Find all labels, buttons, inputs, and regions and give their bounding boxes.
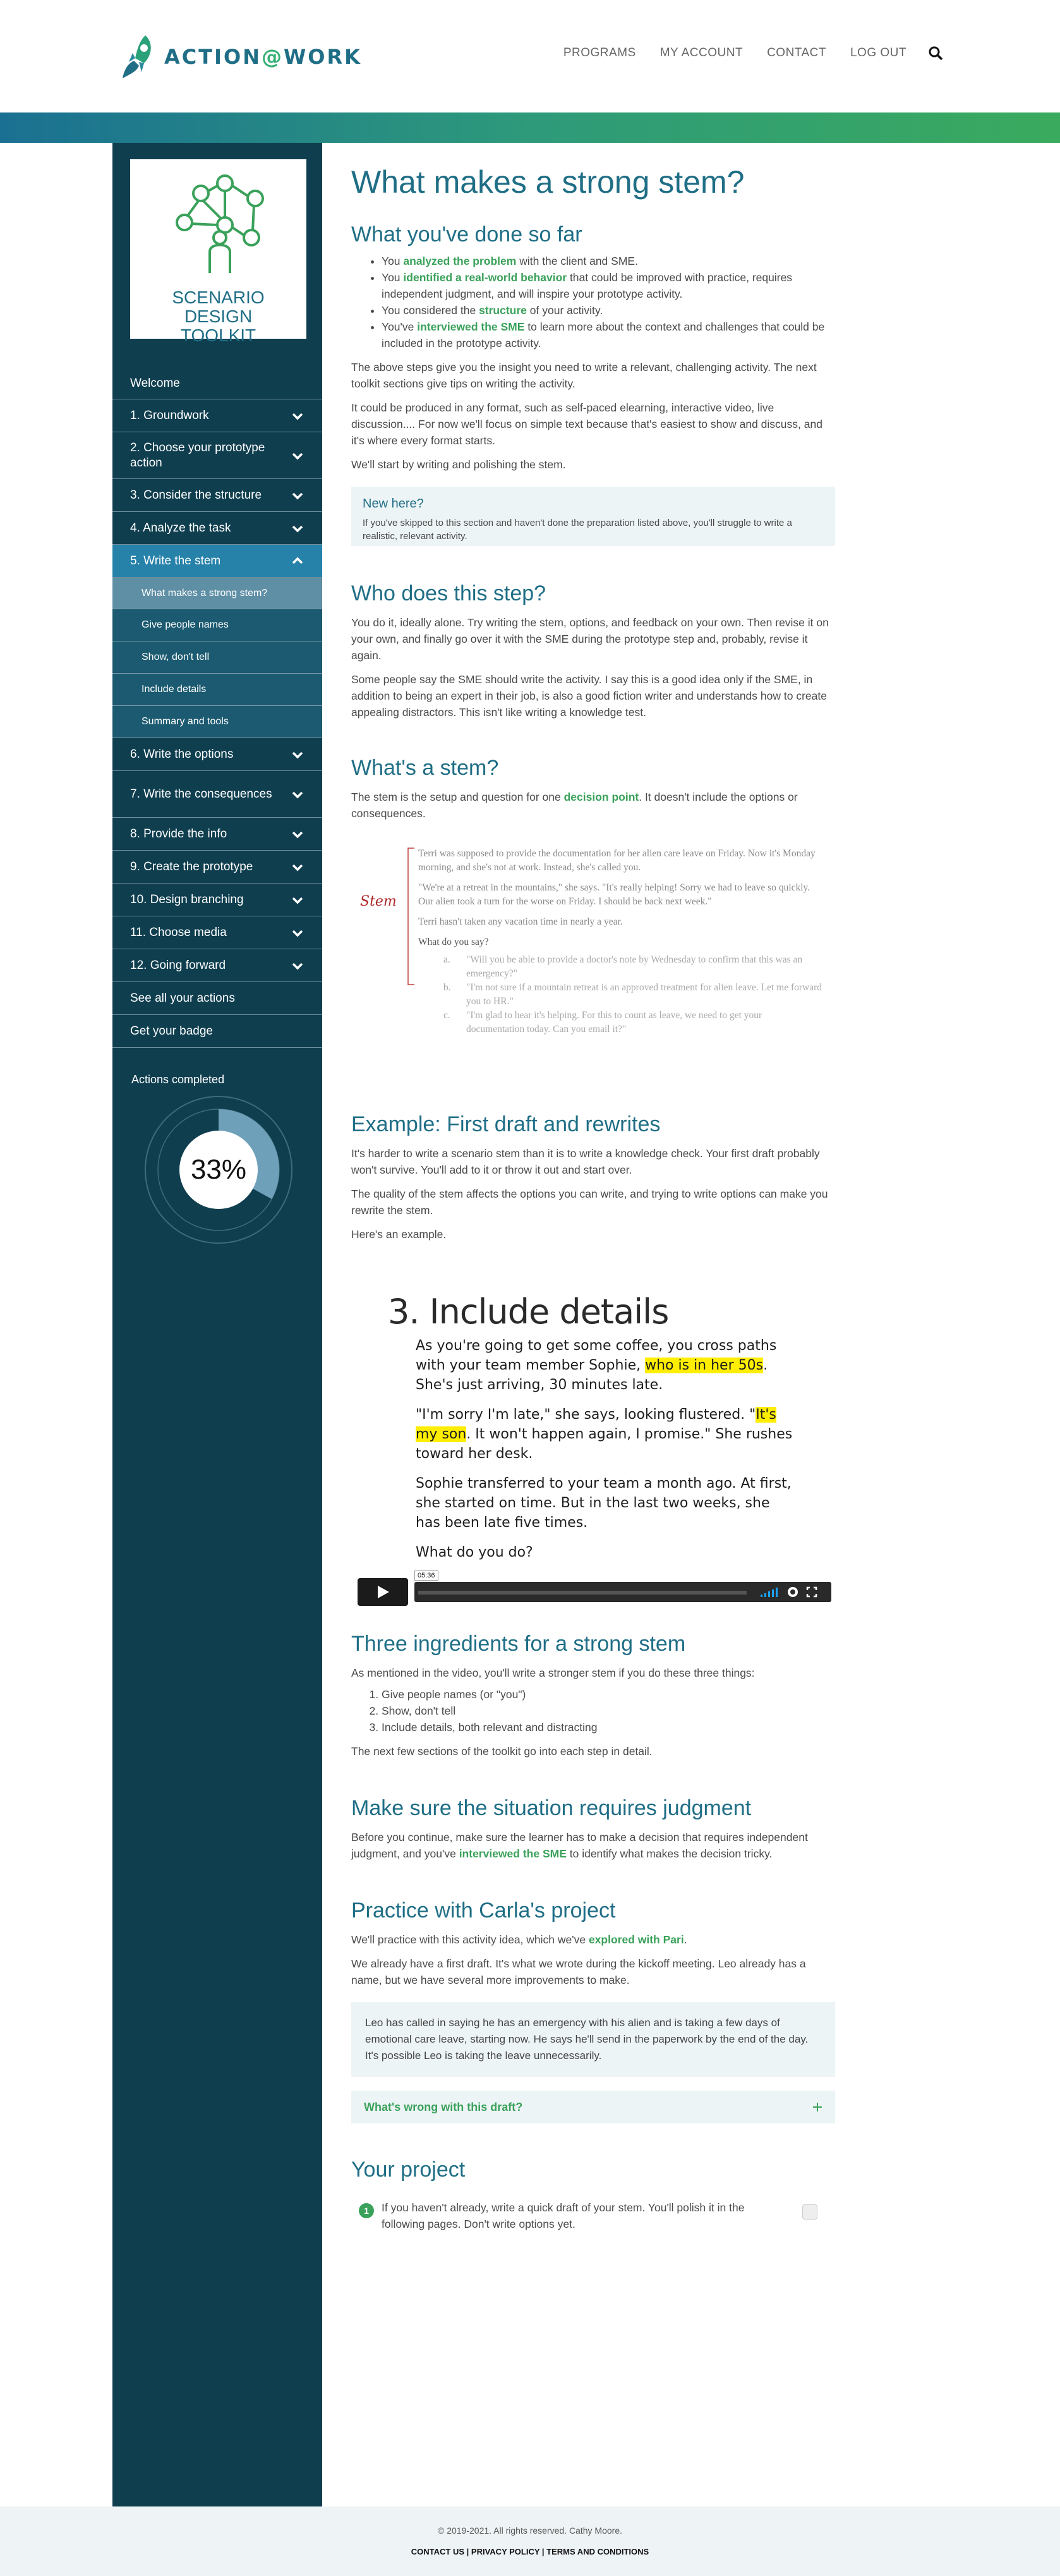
stem-option: a. "Will you be able to provide a doctor's note by Wednesday to confirm that this was an emergency?" <box>443 954 803 979</box>
section-heading-your-project: Your project <box>351 2158 466 2182</box>
list-item: • You've interviewed the SME to learn more about the context and challenges that could be included in the prototype activity. <box>382 319 835 351</box>
note-title: New here? <box>363 497 424 511</box>
paragraph: We'll start by writing and polishing the stem. <box>351 458 566 471</box>
logo-text: ACTION@WORK <box>164 45 362 69</box>
accordion-whats-wrong[interactable] <box>351 2091 835 2123</box>
footer-link-terms[interactable]: TERMS AND CONDITIONS <box>546 2547 649 2556</box>
page-title: What makes a strong stem? <box>351 164 745 200</box>
note-text: If you've skipped to this section and haven't done the preparation listed above, you'll struggle to write a realistic, relevant activity. <box>363 518 792 542</box>
list-item: 2. Show, don't tell <box>382 1703 835 1719</box>
highlight: who is in her 50s <box>645 1358 764 1373</box>
sidebar-item-all-actions[interactable]: See all your actions <box>112 982 322 1015</box>
highlight: It's my son <box>416 1407 776 1442</box>
first-draft-box: Leo has called in saying he has an emergency with his alien and is taking a few days of emotional care leave, starting now. He says he'll send in the paperwork by the end of the day. It's possible Leo is taking the leave unnecessarily. <box>351 2002 835 2077</box>
section-heading-whats-stem: What's a stem? <box>351 756 499 780</box>
chevron-up-icon[interactable] <box>291 554 304 568</box>
video-title: 3. Include details <box>388 1292 669 1332</box>
chevron-down-icon[interactable] <box>291 893 304 907</box>
plus-icon[interactable] <box>812 2102 822 2112</box>
section-heading-done-so-far: What you've done so far <box>351 222 582 246</box>
settings-icon[interactable] <box>787 1586 798 1598</box>
stem-question: What do you say? <box>418 937 489 947</box>
video-time: 05:36 <box>414 1571 438 1581</box>
sidebar-item-create-prototype[interactable]: 9. Create the prototype <box>112 851 322 884</box>
sidebar-item-choose-media[interactable]: 11. Choose media <box>112 916 322 949</box>
link-structure[interactable]: structure <box>479 304 527 317</box>
toolkit-network-icon <box>130 159 306 286</box>
stem-paragraph: "We're at a retreat in the mountains," she says. "It's really helping! Sorry we had to leave so quickly. Our alien took a turn for the worse on Friday. I should be back next week." <box>418 882 810 907</box>
link-interviewed-sme[interactable]: interviewed the SME <box>417 320 525 333</box>
section-heading-who: Who does this step? <box>351 581 546 605</box>
sidebar-subitem-give-names[interactable]: Give people names <box>112 609 322 641</box>
sidebar-item-write-stem[interactable]: 5. Write the stem <box>112 545 322 578</box>
link-explored-with-pari[interactable]: explored with Pari <box>588 1933 684 1946</box>
rocket-icon <box>120 33 155 81</box>
nav-contact[interactable]: CONTACT <box>767 46 826 59</box>
paragraph: The stem is the setup and question for one decision point. It doesn't include the options or consequences. <box>351 791 798 820</box>
task-number-badge: 1 <box>359 2203 374 2218</box>
paragraph: Here's an example. <box>351 1228 447 1241</box>
link-interviewed-sme-2[interactable]: interviewed the SME <box>459 1847 567 1860</box>
sidebar-item-get-badge[interactable]: Get your badge <box>112 1015 322 1048</box>
nav-my-account[interactable]: MY ACCOUNT <box>659 46 744 59</box>
sidebar-item-analyze-task[interactable]: 4. Analyze the task <box>112 512 322 545</box>
chevron-down-icon[interactable] <box>291 860 304 874</box>
progress-donut <box>143 1094 294 1246</box>
stem-options <box>418 953 822 1036</box>
paragraph: The quality of the stem affects the options you can write, and trying to write options can make you rewrite the stem. <box>351 1188 828 1217</box>
link-real-world-behavior[interactable]: identified a real-world behavior <box>403 271 567 284</box>
site-footer <box>0 2506 1060 2576</box>
play-icon <box>358 1578 408 1606</box>
project-task <box>351 2199 835 2237</box>
done-list <box>382 253 835 351</box>
task-checkbox[interactable] <box>802 2204 817 2220</box>
paragraph: You do it, ideally alone. Try writing the stem, options, and feedback on your own. Then revise it on your own, and finally go over it with the SME during the prototype step and, probably, revise it again. <box>351 616 829 662</box>
sidebar-item-write-options[interactable]: 6. Write the options <box>112 738 322 771</box>
sidebar-item-structure[interactable]: 3. Consider the structure <box>112 479 322 512</box>
progress-percent: 33% <box>190 1154 247 1185</box>
sidebar-subitem-summary-tools[interactable]: Summary and tools <box>112 706 322 738</box>
sidebar-subitem-strong-stem[interactable]: What makes a strong stem? <box>112 578 322 609</box>
video-scrubber[interactable] <box>418 1591 747 1595</box>
list-item: • You analyzed the problem with the client and SME. <box>382 253 835 269</box>
play-button[interactable] <box>358 1578 408 1606</box>
sidebar-item-choose-action[interactable]: 2. Choose your prototype action <box>112 432 322 479</box>
sidebar-item-welcome[interactable]: Welcome <box>112 368 322 399</box>
paragraph: The above steps give you the insight you need to write a relevant, challenging activity. The next toolkit sections give tips on writing the activity. <box>351 361 817 390</box>
fullscreen-icon[interactable] <box>806 1586 817 1598</box>
paragraph: We'll practice with this activity idea, which we've explored with Pari. <box>351 1933 687 1946</box>
paragraph: The next few sections of the toolkit go into each step in detail. <box>351 1745 653 1758</box>
list-item: 1. Give people names (or "you") <box>382 1686 835 1703</box>
main-content <box>351 143 835 2237</box>
list-item: • You identified a real-world behavior that could be improved with practice, requires independent judgment, and will inspire your prototype activity. <box>382 269 835 302</box>
task-text: If you haven't already, write a quick draft of your stem. You'll polish it in the following pages. Don't write options yet. <box>382 2201 745 2230</box>
copyright: © 2019-2021. All rights reserved. Cathy Moore. <box>437 2525 623 2536</box>
sidebar-item-write-consequences[interactable]: 7. Write the consequences <box>112 771 322 818</box>
nav-programs[interactable]: PROGRAMS <box>563 46 636 59</box>
stem-example-image <box>351 847 835 1106</box>
ingredients-list <box>382 1686 835 1735</box>
sidebar-item-design-branching[interactable]: 10. Design branching <box>112 884 322 916</box>
nav-log-out[interactable]: LOG OUT <box>850 46 906 59</box>
section-heading-first-draft: Example: First draft and rewrites <box>351 1112 661 1136</box>
toolkit-title: SCENARIO DESIGN TOOLKIT <box>172 288 265 345</box>
stem-option: b. "I'm not sure if a mountain retreat is an approved treatment for alien leave. Let me forward you to HR." <box>443 982 822 1007</box>
sidebar <box>112 143 322 2506</box>
footer-links: CONTACT US | PRIVACY POLICY | TERMS AND CONDITIONS <box>411 2547 649 2556</box>
actions-completed-label: Actions completed <box>131 1073 225 1086</box>
main-nav <box>539 46 943 61</box>
toolkit-nav <box>112 368 322 1048</box>
sidebar-subitem-show-dont-tell[interactable]: Show, don't tell <box>112 641 322 674</box>
section-heading-carla: Practice with Carla's project <box>351 1899 616 1923</box>
footer-link-contact[interactable]: CONTACT US <box>411 2547 465 2556</box>
search-icon[interactable] <box>928 46 943 61</box>
logo[interactable] <box>120 33 362 81</box>
paragraph: We already have a first draft. It's what we wrote during the kickoff meeting. Leo already has a name, but we have several more improvements to make. <box>351 1957 806 1986</box>
new-here-note <box>351 487 835 546</box>
sidebar-item-going-forward[interactable]: 12. Going forward <box>112 949 322 982</box>
chevron-down-icon[interactable] <box>291 489 304 502</box>
stem-handwritten-label: Stem <box>360 894 397 909</box>
video-frame-text: As you're going to get some coffee, you cross paths with your team member Sophie, who is in her 50s. She's just arriving, 30 minutes late. "I'm sorry I'm late," she says, looking flustered. "It's my son. It won't happen again, I promise." She rushes toward her desk. Sophie transferred to your team a month ago. At first, she started on time. But in the last two weeks, she has been late five times. What do you do? <box>416 1338 793 1560</box>
video-controls <box>358 1572 831 1606</box>
paragraph: Before you continue, make sure the learner has to make a decision that requires independent judgment, and you've interviewed the SME to identify what makes the decision tricky. <box>351 1831 808 1860</box>
toolkit-logo <box>130 159 306 345</box>
chevron-down-icon[interactable] <box>291 787 304 801</box>
stem-paragraph: Terri was supposed to provide the documentation for her alien care leave on Friday. Now it's Monday morning, and she's not at work. Instead, she's called you. <box>418 848 816 873</box>
stem-bracket-icon <box>403 847 416 986</box>
chevron-down-icon[interactable] <box>291 449 304 463</box>
list-item: 3. Include details, both relevant and distracting <box>382 1719 835 1735</box>
sidebar-subitem-include-details[interactable]: Include details <box>112 674 322 706</box>
stem-option: c. "I'm glad to hear it's helping. For this to count as leave, we need to get your documentation today. Can you email it?" <box>443 1010 762 1035</box>
chevron-down-icon[interactable] <box>291 827 304 841</box>
link-decision-point[interactable]: decision point <box>563 791 639 803</box>
chevron-down-icon[interactable] <box>291 409 304 423</box>
chevron-down-icon[interactable] <box>291 521 304 535</box>
paragraph: It's harder to write a scenario stem than it is to write a knowledge check. Your first draft probably won't survive. You'll add to it or throw it out and start over. <box>351 1147 820 1176</box>
accordion-title: What's wrong with this draft? <box>364 2100 523 2113</box>
footer-link-privacy[interactable]: PRIVACY POLICY <box>471 2547 540 2556</box>
volume-icon[interactable] <box>761 1586 782 1598</box>
hero-band <box>0 112 1060 143</box>
paragraph: Some people say the SME should write the activity. I say this is a good idea only if the SME, in addition to being an expert in their job, is also a good fiction writer and understands how to create appealing distractors. This isn't like writing a knowledge test. <box>351 673 827 719</box>
chevron-down-icon[interactable] <box>291 748 304 762</box>
video-control-bar <box>414 1572 831 1602</box>
link-analyzed-problem[interactable]: analyzed the problem <box>403 255 517 267</box>
stem-paragraph: Terri hasn't taken any vacation time in nearly a year. <box>418 916 623 927</box>
video-player[interactable] <box>351 1260 835 1631</box>
list-item: • You considered the structure of your activity. <box>382 302 835 319</box>
chevron-down-icon[interactable] <box>291 926 304 940</box>
sidebar-item-provide-info[interactable]: 8. Provide the info <box>112 818 322 851</box>
sidebar-item-groundwork[interactable]: 1. Groundwork <box>112 399 322 432</box>
paragraph: It could be produced in any format, such as self-paced elearning, interactive video, live discussion.... For now we'll focus on simple text because that's easiest to show and discuss, and it's where every format starts. <box>351 401 822 447</box>
section-heading-judgment: Make sure the situation requires judgment <box>351 1796 752 1820</box>
paragraph: As mentioned in the video, you'll write a stronger stem if you do these three things: <box>351 1667 755 1679</box>
site-header <box>0 0 1060 112</box>
chevron-down-icon[interactable] <box>291 959 304 973</box>
section-heading-three-ingredients: Three ingredients for a strong stem <box>351 1632 686 1656</box>
